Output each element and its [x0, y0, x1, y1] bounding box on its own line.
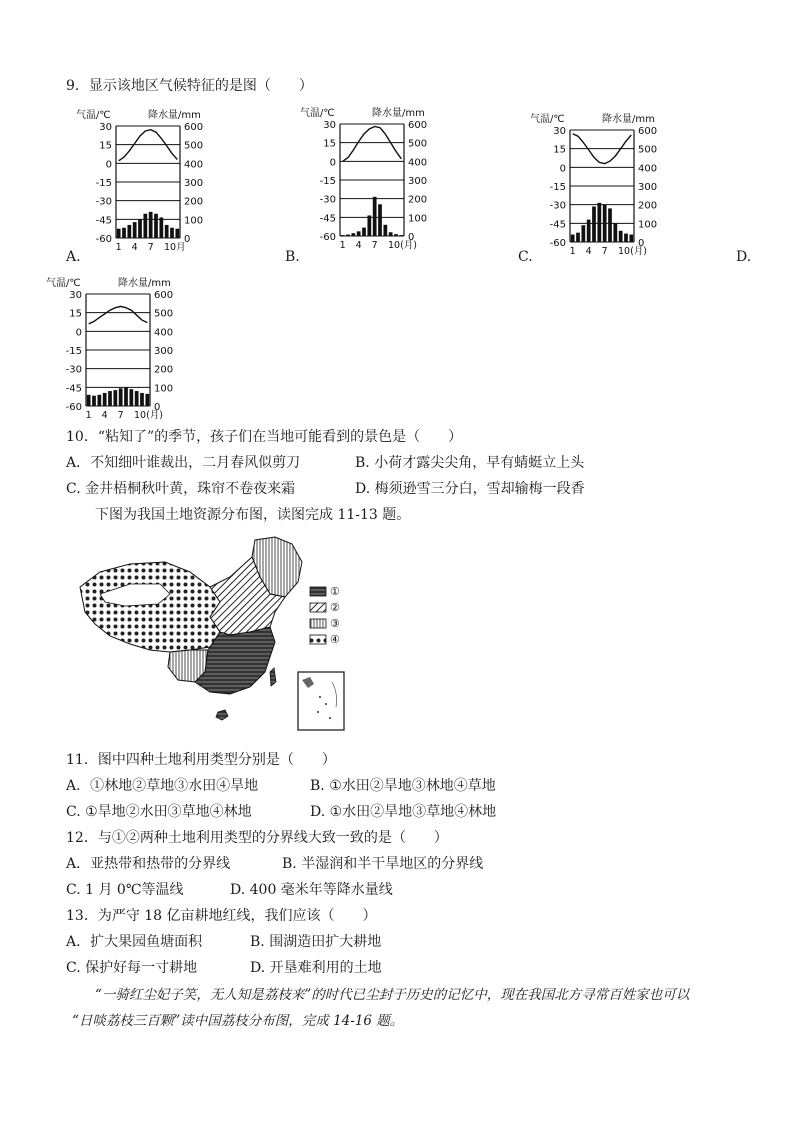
precip-bar: [97, 395, 101, 406]
precip-bar: [87, 395, 91, 406]
temp-tick-label: -15: [65, 346, 82, 357]
temp-tick-label: -60: [95, 234, 112, 245]
precip-bar: [129, 389, 133, 406]
q11-option-c: C. ①旱地②水田③草地④林地: [66, 804, 252, 820]
south-china-sea-inset: [298, 672, 344, 730]
precip-bar: [149, 212, 153, 238]
temp-tick-label: 15: [553, 144, 566, 156]
precip-tick-label: 400: [154, 327, 174, 339]
precip-bar: [389, 232, 393, 236]
climate-chart-b: [300, 106, 440, 258]
q10-option-d: D. 梅须逊雪三分白，雪却输梅一段香: [355, 481, 585, 497]
temp-tick-label: -45: [549, 219, 566, 231]
precip-bar: [373, 197, 377, 236]
precip-tick-label: 500: [638, 144, 658, 156]
temp-tick-label: 15: [99, 140, 112, 152]
precip-tick-label: 100: [154, 383, 174, 395]
precip-bar: [351, 233, 355, 236]
q11-option-a: A．①林地②草地③水田④旱地: [66, 778, 259, 794]
q12-stem: 12．与①②两种土地利用类型的分界线大致一致的是（ ）: [66, 830, 448, 846]
month-tick-label: 1: [569, 246, 576, 257]
precip-tick-label: 0: [638, 238, 645, 249]
q9-option-d-label: D.: [736, 249, 752, 265]
temp-tick-label: 0: [329, 157, 336, 169]
precip-bar: [145, 394, 149, 406]
precip-tick-label: 400: [408, 157, 428, 169]
precip-bar: [154, 214, 158, 238]
precip-tick-label: 200: [154, 364, 174, 376]
q13-option-d: D. 开垦难利用的土地: [250, 960, 382, 976]
temp-tick-label: 0: [105, 159, 112, 171]
temp-tick-label: -15: [95, 178, 112, 189]
intro-11-13: 下图为我国土地资源分布图，读图完成 11-13 题。: [95, 507, 411, 523]
month-tick-label: 4: [131, 242, 138, 253]
temperature-curve: [343, 127, 402, 162]
temp-tick-label: -60: [319, 232, 336, 243]
precip-tick-label: 600: [184, 122, 204, 133]
temp-tick-label: -15: [319, 176, 336, 187]
taiwan-island: [270, 668, 276, 686]
q12-option-a: A．亚热带和热带的分界线: [66, 856, 231, 872]
q13-stem: 13．为严守 18 亿亩耕地红线，我们应该（ ）: [66, 908, 377, 924]
precip-axis-title: 降水量/mm: [118, 278, 171, 289]
precip-tick-label: 200: [638, 200, 658, 212]
temp-tick-label: -45: [319, 213, 336, 225]
precip-bar: [383, 225, 387, 236]
map-legend: [310, 585, 340, 646]
precip-axis-title: 降水量/mm: [148, 110, 201, 121]
precip-bar: [619, 231, 623, 242]
temp-tick-label: -30: [95, 196, 112, 208]
precip-bar: [357, 231, 361, 236]
precip-tick-label: 600: [638, 126, 658, 137]
climate-chart-a: [76, 108, 216, 260]
precip-bar: [159, 217, 163, 238]
temperature-curve: [89, 306, 148, 324]
month-tick-label: 10月: [164, 242, 186, 253]
precip-bar: [571, 235, 575, 242]
q11-option-d: D. ①水田②旱地③草地④林地: [310, 804, 497, 820]
precip-tick-label: 100: [184, 215, 204, 227]
q10-option-b: B. 小荷才露尖尖角，早有蜻蜓立上头: [355, 455, 585, 471]
temp-tick-label: -15: [549, 182, 566, 193]
temp-tick-label: -45: [65, 383, 82, 395]
precip-tick-label: 200: [408, 194, 428, 206]
climate-chart-c: [530, 112, 670, 264]
region-4-dotted: [80, 562, 220, 652]
month-tick-label: 1: [339, 240, 346, 251]
precip-bar: [113, 390, 117, 406]
temp-axis-title: 气温/℃: [76, 110, 111, 121]
precip-bar: [135, 391, 139, 406]
q9-option-a-label: A.: [66, 249, 81, 265]
precip-bar: [140, 393, 144, 406]
q10-option-c: C. 金井梧桐秋叶黄，珠帘不卷夜来霜: [66, 481, 296, 497]
precip-tick-label: 100: [408, 213, 428, 225]
precip-tick-label: 100: [638, 219, 658, 231]
month-tick-label: 7: [601, 246, 608, 257]
precip-bar: [165, 225, 169, 238]
precip-tick-label: 300: [154, 346, 174, 357]
temp-tick-label: 30: [69, 290, 82, 301]
intro-14-16-line2: “日啖荔枝三百颗”读中国荔枝分布图，完成 14-16 题。: [72, 1013, 404, 1029]
precip-tick-label: 300: [184, 178, 204, 189]
q13-option-c: C. 保护好每一寸耕地: [66, 960, 198, 976]
q11-option-b: B. ①水田②旱地③林地④草地: [310, 778, 496, 794]
precip-bar: [624, 234, 628, 242]
month-tick-label: 4: [585, 246, 592, 257]
precip-bar: [103, 393, 107, 406]
legend-label-2: ②: [330, 601, 340, 614]
month-tick-label: 4: [355, 240, 362, 251]
precip-tick-label: 300: [638, 182, 658, 193]
q13-option-b: B. 围湖造田扩大耕地: [250, 934, 382, 950]
temp-tick-label: -30: [319, 194, 336, 206]
temp-tick-label: -60: [549, 238, 566, 249]
temp-tick-label: -60: [65, 402, 82, 413]
precip-tick-label: 500: [408, 138, 428, 150]
month-tick-label: 10(月): [388, 240, 418, 251]
precip-bar: [119, 388, 123, 406]
precip-bar: [629, 235, 633, 242]
temp-tick-label: -30: [65, 364, 82, 376]
temp-axis-title: 气温/℃: [46, 278, 81, 289]
precip-bar: [117, 229, 121, 238]
precip-bar: [608, 208, 612, 242]
precip-bar: [367, 215, 371, 236]
month-tick-label: 7: [147, 242, 154, 253]
precip-tick-label: 200: [184, 196, 204, 208]
intro-14-16-line1: “一骑红尘妃子笑，无人知是荔枝来”的时代已尘封于历史的记忆中，现在我国北方寻常百姓家也可以: [95, 987, 690, 1003]
precip-tick-label: 0: [184, 234, 191, 245]
precip-bar: [603, 205, 607, 242]
precip-bar: [122, 228, 126, 238]
precip-bar: [378, 204, 382, 236]
q11-stem: 11．图中四种土地利用类型分别是（ ）: [66, 752, 336, 768]
q12-option-d: D. 400 毫米年等降水量线: [230, 882, 393, 898]
precip-bar: [399, 235, 403, 236]
precip-bar: [92, 396, 96, 406]
temp-axis-title: 气温/℃: [300, 108, 335, 119]
temp-tick-label: 0: [559, 163, 566, 175]
precip-bar: [592, 207, 596, 242]
temperature-curve: [119, 130, 178, 161]
precip-bar: [394, 234, 398, 236]
precip-tick-label: 400: [184, 159, 204, 171]
precip-tick-label: 600: [408, 120, 428, 131]
temp-tick-label: 30: [323, 120, 336, 131]
precip-bar: [341, 235, 345, 236]
temp-tick-label: 15: [323, 138, 336, 150]
precip-bar: [124, 387, 128, 406]
q10-option-a: A．不知细叶谁裁出，二月春风似剪刀: [66, 455, 301, 471]
q9-stem: 9．显示该地区气候特征的是图（ ）: [66, 78, 313, 94]
precip-bar: [127, 225, 131, 238]
precip-bar: [587, 220, 591, 242]
precip-tick-label: 600: [154, 290, 174, 301]
q9-option-b-label: B.: [285, 249, 300, 265]
temp-tick-label: 0: [75, 327, 82, 339]
china-land-resource-map: [70, 532, 360, 732]
precip-tick-label: 300: [408, 176, 428, 187]
hainan-island: [216, 710, 228, 720]
precip-bar: [138, 219, 142, 238]
month-tick-label: 7: [371, 240, 378, 251]
precip-bar: [597, 203, 601, 242]
month-tick-label: 1: [85, 410, 92, 421]
month-tick-label: 10(月): [618, 246, 648, 257]
temp-tick-label: 30: [99, 122, 112, 133]
precip-axis-title: 降水量/mm: [372, 108, 425, 119]
temp-axis-title: 气温/℃: [530, 114, 565, 125]
precip-bar: [133, 222, 137, 238]
precip-tick-label: 500: [184, 140, 204, 152]
precip-bar: [346, 235, 350, 236]
precip-bar: [108, 391, 112, 406]
precip-tick-label: 400: [638, 163, 658, 175]
month-tick-label: 7: [117, 410, 124, 421]
precip-tick-label: 0: [154, 402, 161, 413]
precip-bar: [362, 228, 366, 236]
precip-tick-label: 500: [154, 308, 174, 320]
precip-bar: [175, 229, 179, 238]
q9-option-c-label: C.: [518, 249, 533, 265]
precip-bar: [581, 225, 585, 242]
q12-option-b: B. 半湿润和半干旱地区的分界线: [282, 856, 484, 872]
month-tick-label: 10(月): [134, 410, 164, 421]
precip-bar: [143, 214, 147, 238]
climate-chart-d: [46, 276, 186, 428]
q10-stem: 10．“粘知了”的季节，孩子们在当地可能看到的景色是（ ）: [66, 429, 463, 445]
month-tick-label: 1: [115, 242, 122, 253]
temp-tick-label: -45: [95, 215, 112, 227]
precip-axis-title: 降水量/mm: [602, 114, 655, 125]
legend-label-3: ③: [330, 617, 340, 630]
q13-option-a: A．扩大果园鱼塘面积: [66, 934, 203, 950]
q12-option-c: C. 1 月 0℃等温线: [66, 882, 184, 898]
precip-bar: [613, 223, 617, 242]
temp-tick-label: 15: [69, 308, 82, 320]
precip-bar: [170, 228, 174, 238]
temp-tick-label: 30: [553, 126, 566, 137]
precip-tick-label: 0: [408, 232, 415, 243]
month-tick-label: 4: [101, 410, 108, 421]
precip-bar: [576, 233, 580, 242]
legend-label-4: ④: [330, 633, 340, 646]
legend-label-1: ①: [330, 585, 340, 598]
temp-tick-label: -30: [549, 200, 566, 212]
